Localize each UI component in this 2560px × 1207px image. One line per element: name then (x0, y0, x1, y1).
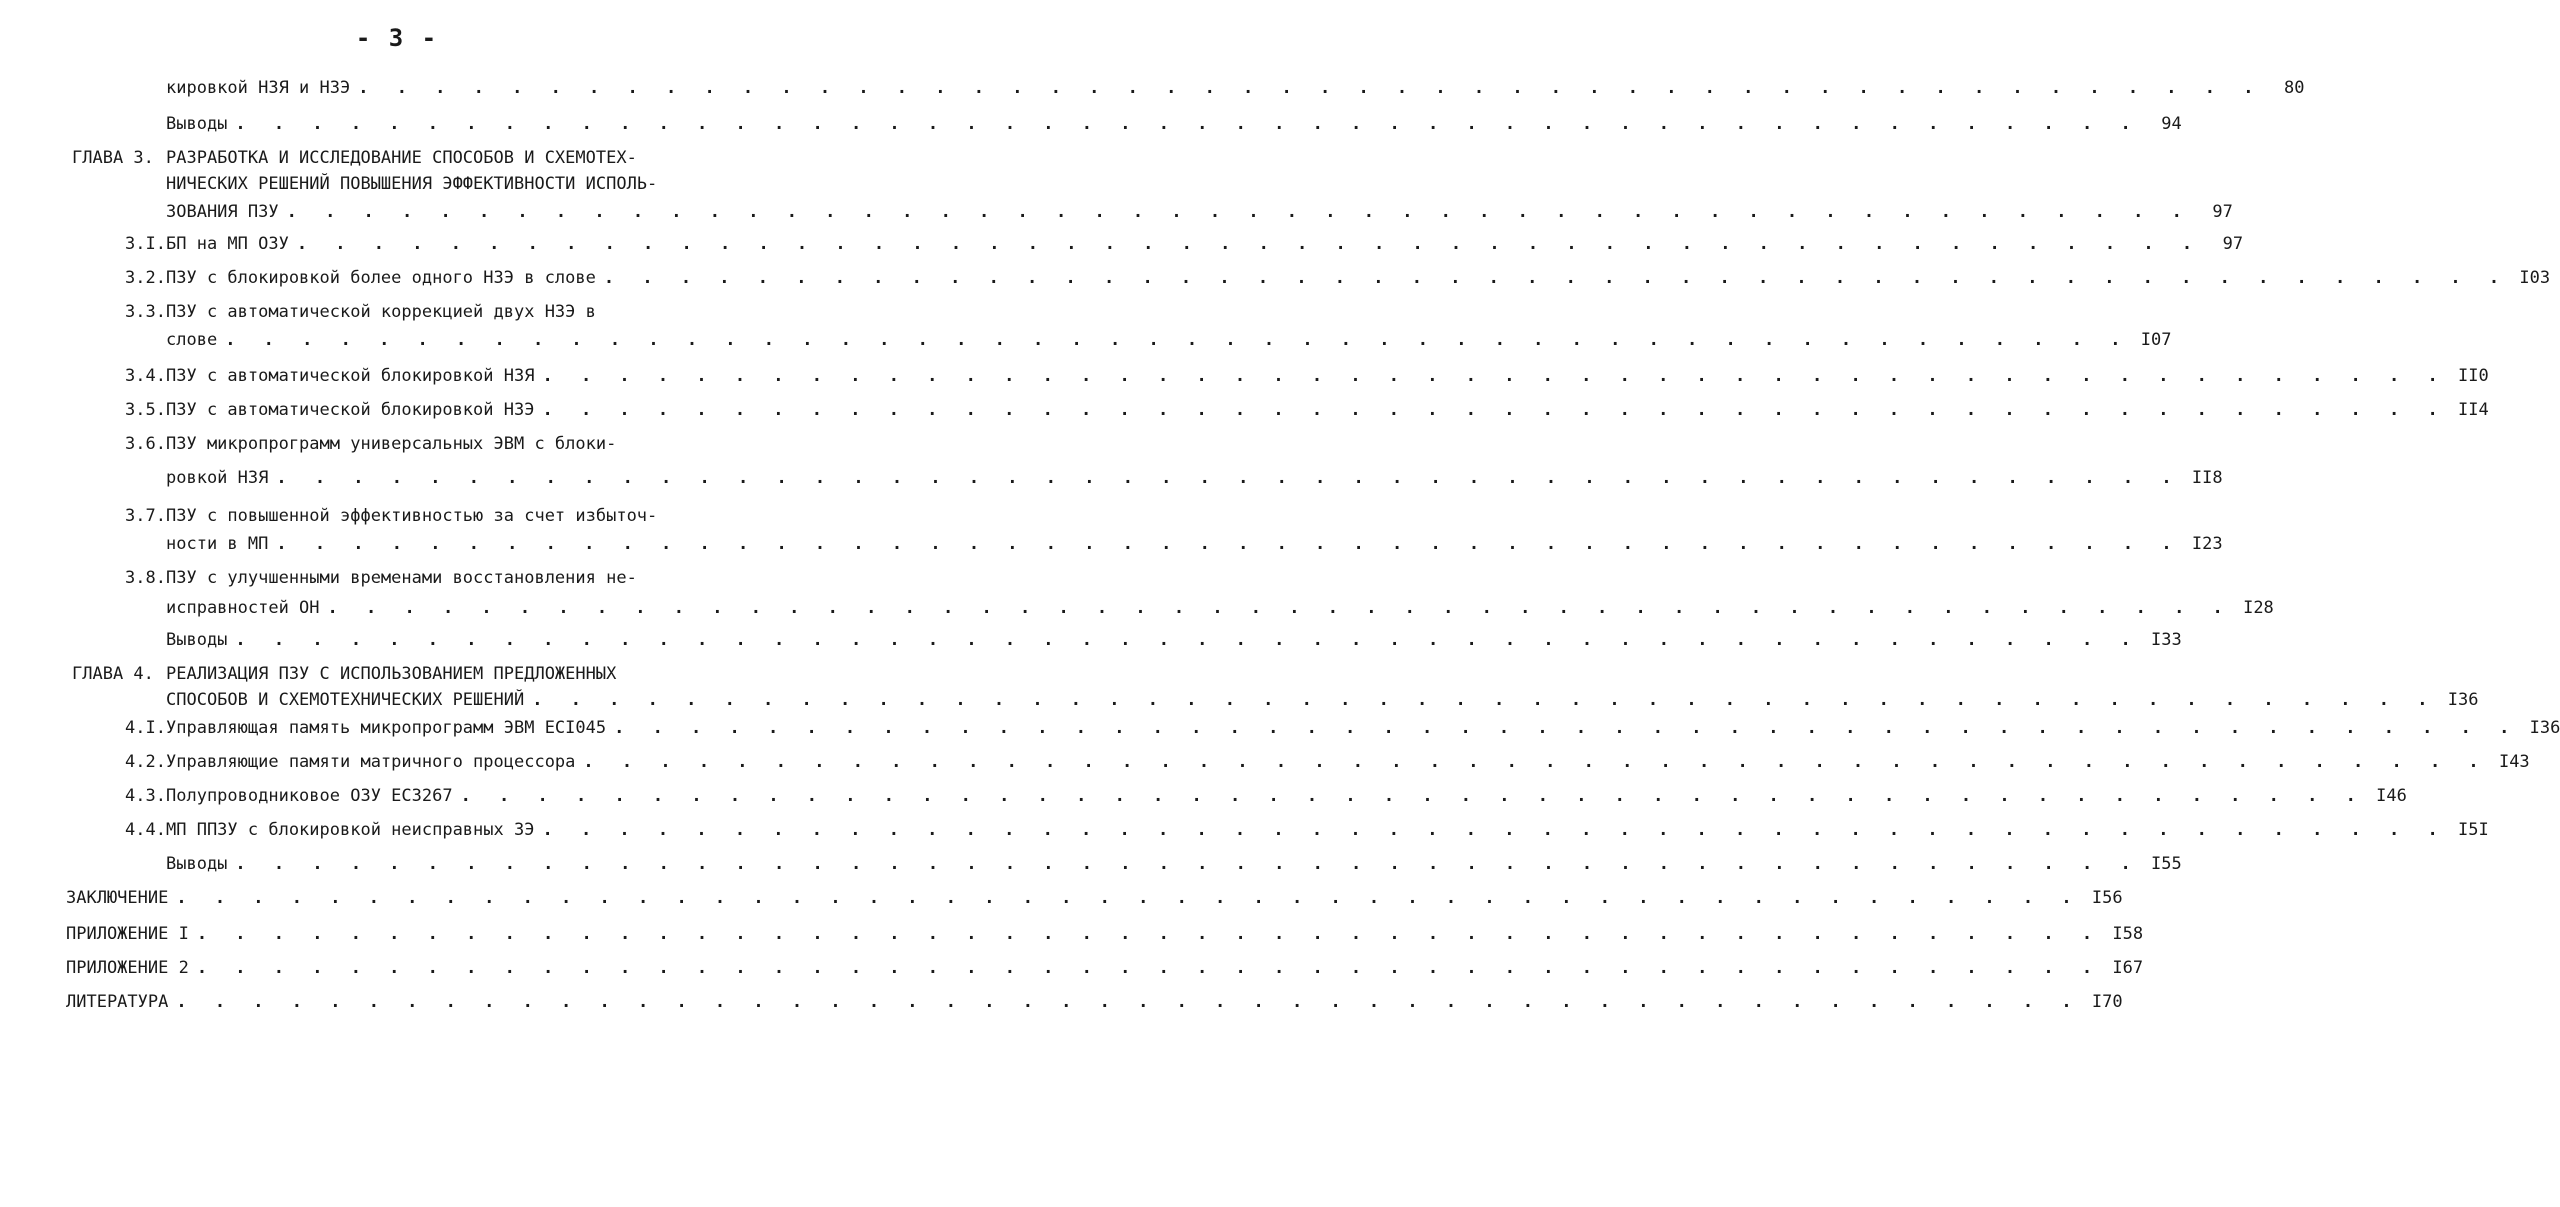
toc-entry[interactable] (66, 886, 2123, 910)
toc-entry[interactable] (125, 364, 2489, 388)
toc-entry[interactable] (125, 232, 2244, 256)
toc-entry-continuation (166, 328, 2172, 352)
toc-entry-title: ПЗУ с автоматической блокировкой НЗЯ (166, 366, 535, 386)
toc-leader: . . . . . . . . . . . . . . . . . . . . . . . . . . . . . . . . . . . . . . . . . . . . . . . . . . (603, 268, 2509, 288)
toc-entry-continuation (166, 532, 2223, 556)
toc-entry-title: Выводы (166, 114, 228, 134)
toc-entry-page: I07 (2140, 330, 2172, 350)
toc-entry[interactable] (125, 300, 714, 324)
toc-leader: . . . . . . . . . . . . . . . . . . . . . . . . . . . . . . . . . . . . . . . . . . . . . . . . . . (176, 888, 2081, 908)
toc-entry-page: I58 (2112, 924, 2144, 944)
toc-entry-title: РАЗРАБОТКА И ИССЛЕДОВАНИЕ СПОСОБОВ И СХЕМОТЕХ- (166, 148, 637, 168)
toc-entry[interactable] (125, 750, 2530, 774)
section-number: 4.2. (125, 752, 166, 772)
toc-entry-continuation (166, 688, 2479, 712)
toc-leader: . . . . . . . . . . . . . . . . . . . . . . . . . . . . . . . . . . . . . . . . . . . . . . . . . . (176, 992, 2081, 1012)
toc-leader: . . . . . . . . . . . . . . . . . . . . . . . . . . . . . . . . . . . . . . . . . . . . . . . . . . (286, 202, 2191, 222)
toc-entry-page: I28 (2243, 598, 2274, 618)
toc-chapter-4[interactable] (72, 662, 722, 686)
toc-entry-title: ности в МП (166, 534, 269, 554)
toc-entry-title: ПЗУ с улучшенными временами восстановления не- (166, 568, 637, 588)
toc-entry-page: 80 (2284, 78, 2305, 98)
toc-entry-title: ПЗУ с автоматической блокировкой НЗЭ (166, 400, 535, 420)
toc-entry-page: II8 (2191, 468, 2223, 488)
toc-leader: . . . . . . . . . . . . . . . . . . . . . . . . . . . . . . . . . . . . . . . . . . . . . . . . . . (235, 854, 2140, 874)
section-number: 3.8. (125, 568, 166, 588)
toc-entry-continuation (166, 172, 726, 196)
toc-entry[interactable] (166, 628, 2182, 652)
toc-leader: . . . . . . . . . . . . . . . . . . . . . . . . . . . . . . . . . . . . . . . . . . . . . . . . . . (358, 78, 2263, 98)
toc-entry-title: ПЗУ микропрограмм универсальных ЭВМ с блоки- (166, 434, 617, 454)
toc-entry[interactable] (125, 266, 2551, 290)
toc-leader: . . . . . . . . . . . . . . . . . . . . . . . . . . . . . . . . . . . . . . . . . . . . . . . . . . (235, 114, 2140, 134)
toc-entry[interactable] (125, 716, 2560, 740)
toc-entry-page: I36 (2447, 690, 2479, 710)
toc-leader: . . . . . . . . . . . . . . . . . . . . . . . . . . . . . . . . . . . . . . . . . . . . . . . . . . (532, 690, 2437, 710)
toc-entry-title: МП ППЗУ с блокировкой неисправных ЗЭ (166, 820, 535, 840)
toc-leader: . . . . . . . . . . . . . . . . . . . . . . . . . . . . . . . . . . . . . . . . . . . . . . . . . . (542, 820, 2447, 840)
toc-entry-page: I46 (2376, 786, 2407, 806)
section-number: 3.6. (125, 434, 166, 454)
toc-entry-page: I56 (2091, 888, 2123, 908)
toc-entry-title: ПРИЛОЖЕНИЕ 2 (66, 958, 189, 978)
toc-leader: . . . . . . . . . . . . . . . . . . . . . . . . . . . . . . . . . . . . . . . . . . . . . . . . . . (196, 958, 2102, 978)
toc-entry-title: Выводы (166, 630, 228, 650)
toc-entry-title: ЗАКЛЮЧЕНИЕ (66, 888, 169, 908)
section-number: 4.3. (125, 786, 166, 806)
section-number: 4.I. (125, 718, 166, 738)
toc-entry[interactable] (166, 852, 2182, 876)
section-number: 3.5. (125, 400, 166, 420)
toc-entry-title: ПРИЛОЖЕНИЕ I (66, 924, 189, 944)
toc-entry-page: I67 (2112, 958, 2144, 978)
toc-entry-page: I70 (2091, 992, 2123, 1012)
chapter-label: ГЛАВА 3. (72, 148, 154, 168)
toc-entry[interactable] (166, 76, 2305, 100)
toc-entry-page: II4 (2458, 400, 2489, 420)
toc-entry-page: I5I (2458, 820, 2489, 840)
toc-entry-title: ЗОВАНИЯ ПЗУ (166, 202, 279, 222)
section-number: 4.4. (125, 820, 166, 840)
toc-entry-page: II0 (2458, 366, 2489, 386)
toc-leader: . . . . . . . . . . . . . . . . . . . . . . . . . . . . . . . . . . . . . . . . . . . . . . . . . . (276, 468, 2181, 488)
toc-entry-page: 97 (2212, 202, 2233, 222)
toc-entry-page: I55 (2150, 854, 2182, 874)
toc-entry-title: Управляющие памяти матричного процессора (166, 752, 576, 772)
toc-entry-title: СПОСОБОВ И СХЕМОТЕХНИЧЕСКИХ РЕШЕНИЙ (166, 690, 525, 710)
toc-entry-title: кировкой НЗЯ и НЗЭ (166, 78, 351, 98)
section-number: 3.4. (125, 366, 166, 386)
toc-leader: . . . . . . . . . . . . . . . . . . . . . . . . . . . . . . . . . . . . . . . . . . . . . . . . . . (583, 752, 2488, 772)
toc-leader: . . . . . . . . . . . . . . . . . . . . . . . . . . . . . . . . . . . . . . . . . . . . . . . . . . (327, 598, 2232, 618)
toc-entry[interactable] (66, 956, 2144, 980)
toc-entry-title: РЕАЛИЗАЦИЯ ПЗУ С ИСПОЛЬЗОВАНИЕМ ПРЕДЛОЖЕННЫХ (166, 664, 617, 684)
toc-entry-title: ПЗУ с повышенной эффективностью за счет избыточ- (166, 506, 658, 526)
toc-entry[interactable] (166, 112, 2182, 136)
toc-entry-page: 97 (2222, 234, 2244, 254)
section-number: 3.3. (125, 302, 166, 322)
toc-entry-title: ПЗУ с автоматической коррекцией двух НЗЭ в (166, 302, 596, 322)
toc-entry-title: ЛИТЕРАТУРА (66, 992, 169, 1012)
toc-entry[interactable] (125, 784, 2407, 808)
toc-entry-page: I43 (2498, 752, 2530, 772)
toc-entry-title: исправностей ОН (166, 598, 320, 618)
toc-entry[interactable] (125, 818, 2489, 842)
toc-entry-page: I03 (2519, 268, 2551, 288)
section-number: 3.I. (125, 234, 166, 254)
toc-entry[interactable] (125, 566, 714, 590)
toc-entry[interactable] (66, 922, 2144, 946)
toc-entry-continuation (166, 466, 2223, 490)
toc-chapter-3[interactable] (72, 146, 722, 170)
toc-leader: . . . . . . . . . . . . . . . . . . . . . . . . . . . . . . . . . . . . . . . . . . . . . . . . . . (614, 718, 2519, 738)
toc-entry-title: Полупроводниковое ОЗУ ЕС3267 (166, 786, 453, 806)
toc-entry-title: слове (166, 330, 218, 350)
toc-entry-page: I33 (2150, 630, 2182, 650)
toc-leader: . . . . . . . . . . . . . . . . . . . . . . . . . . . . . . . . . . . . . . . . . . . . . . . . . . (276, 534, 2181, 554)
page-number: - 3 - (355, 24, 439, 52)
toc-leader: . . . . . . . . . . . . . . . . . . . . . . . . . . . . . . . . . . . . . . . . . . . . . . . . . . (460, 786, 2365, 806)
toc-leader: . . . . . . . . . . . . . . . . . . . . . . . . . . . . . . . . . . . . . . . . . . . . . . . . . . (196, 924, 2102, 944)
toc-entry-title: ровкой НЗЯ (166, 468, 269, 488)
toc-leader: . . . . . . . . . . . . . . . . . . . . . . . . . . . . . . . . . . . . . . . . . . . . . . . . . . (225, 330, 2130, 350)
toc-entry[interactable] (125, 432, 714, 456)
toc-leader: . . . . . . . . . . . . . . . . . . . . . . . . . . . . . . . . . . . . . . . . . . . . . . . . . . (235, 630, 2140, 650)
toc-entry[interactable] (125, 504, 714, 528)
toc-entry-page: I36 (2529, 718, 2560, 738)
section-number: 3.7. (125, 506, 166, 526)
toc-entry-title: Управляющая память микропрограмм ЭВМ ЕСI045 (166, 718, 607, 738)
toc-entry-title: Выводы (166, 854, 228, 874)
toc-leader: . . . . . . . . . . . . . . . . . . . . . . . . . . . . . . . . . . . . . . . . . . . . . . . . . . (296, 234, 2202, 254)
toc-entry-continuation (166, 596, 2274, 620)
toc-leader: . . . . . . . . . . . . . . . . . . . . . . . . . . . . . . . . . . . . . . . . . . . . . . . . . . (542, 366, 2447, 386)
section-number: 3.2. (125, 268, 166, 288)
toc-entry[interactable] (66, 990, 2123, 1014)
toc-entry-title: БП на МП ОЗУ (166, 234, 289, 254)
toc-entry-title: ПЗУ с блокировкой более одного НЗЭ в слове (166, 268, 596, 288)
toc-entry-page: 94 (2161, 114, 2182, 134)
toc-entry-title: НИЧЕСКИХ РЕШЕНИЙ ПОВЫШЕНИЯ ЭФФЕКТИВНОСТИ ИСПОЛЬ- (166, 174, 658, 194)
chapter-label: ГЛАВА 4. (72, 664, 154, 684)
toc-entry[interactable] (125, 398, 2489, 422)
toc-entry[interactable] (166, 200, 2233, 224)
toc-entry-page: I23 (2191, 534, 2223, 554)
toc-leader: . . . . . . . . . . . . . . . . . . . . . . . . . . . . . . . . . . . . . . . . . . . . . . . . . . (542, 400, 2447, 420)
